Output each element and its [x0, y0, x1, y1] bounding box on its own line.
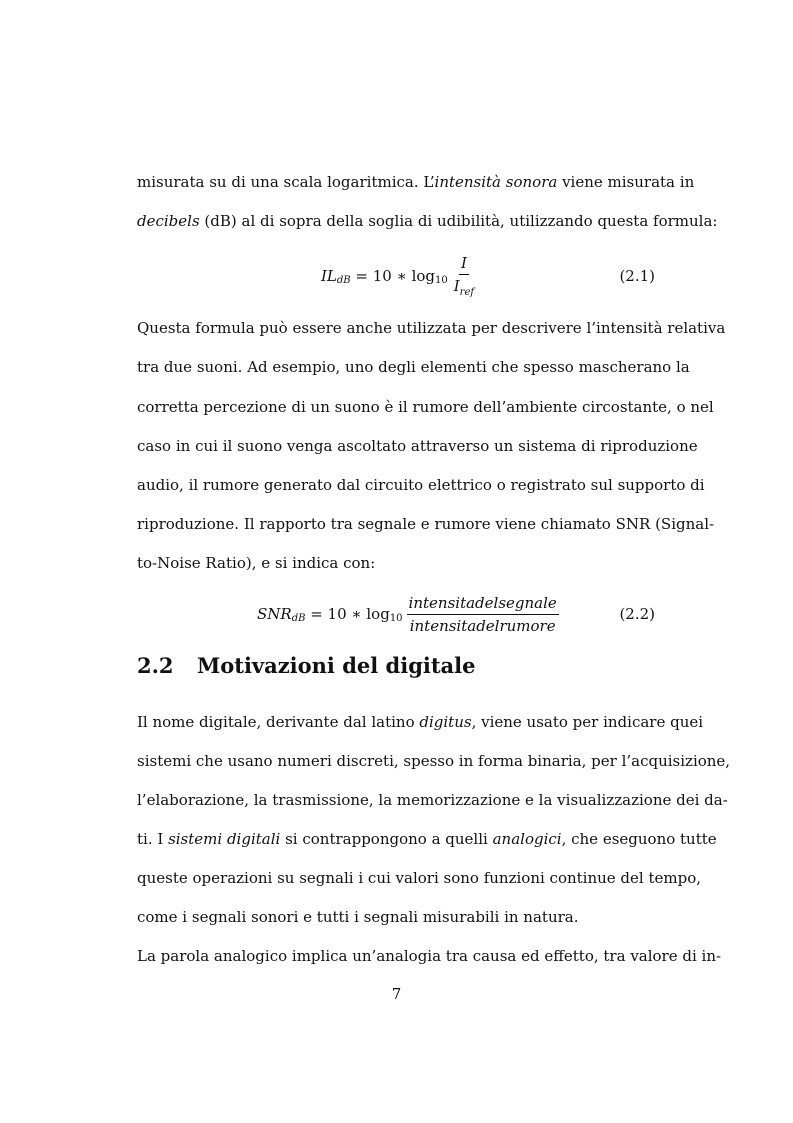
equation-lhs: SNR	[257, 605, 292, 623]
page-number: 7	[391, 985, 402, 1003]
equation-number: (2.2)	[619, 605, 655, 623]
equation-lhs-subscript: dB	[336, 274, 351, 286]
emphasis-term: sistemi digitali	[168, 830, 281, 848]
emphasis-term: intensità sonora	[434, 173, 558, 191]
text-run: , viene usato per indicare quei	[471, 713, 704, 731]
equation-2-1	[137, 251, 655, 301]
text-run: viene misurata in	[557, 173, 695, 191]
equation-operator: = 10 ∗ log	[305, 605, 390, 623]
fraction-denominator: intensitadelrumore	[409, 616, 556, 635]
equation-fraction	[452, 254, 476, 298]
body-text-line: sistemi che usano numeri discreti, spesso in forma binaria, per l’acquisizione,	[137, 752, 731, 770]
equation-operator: = 10 ∗ log	[350, 267, 435, 285]
text-run: misurata su di una scala logaritmica. L’	[137, 173, 435, 191]
equation-lhs-subscript: dB	[291, 612, 306, 624]
log-base: 10	[389, 612, 403, 624]
body-text-line	[137, 211, 718, 231]
section-title: Motivazioni del digitale	[197, 653, 476, 678]
text-run: Il nome digitale, derivante dal latino	[137, 713, 420, 731]
fraction-numerator: intensitadelsegnale	[407, 594, 559, 615]
equation-body	[321, 251, 476, 301]
body-text-line: Questa formula può essere anche utilizzata per descrivere l’intensità relativa	[137, 319, 726, 337]
equation-body	[257, 589, 559, 639]
body-text-line: caso in cui il suono venga ascoltato attraverso un sistema di riproduzione	[137, 437, 698, 455]
fraction-denominator	[452, 275, 476, 298]
body-text-line: audio, il rumore generato dal circuito elettrico o registrato sul supporto di	[137, 476, 705, 494]
equation-2-2	[137, 589, 655, 639]
equation-number: (2.1)	[619, 267, 655, 285]
text-run: si contrappongono a quelli	[280, 830, 493, 848]
body-text-line: come i segnali sonori e tutti i segnali misurabili in natura.	[137, 908, 579, 926]
denominator-subscript: ref	[459, 287, 475, 298]
body-text-line: tra due suoni. Ad esempio, uno degli elementi che spesso mascherano la	[137, 358, 690, 376]
equation-lhs: IL	[321, 267, 337, 285]
body-text-line	[137, 712, 704, 732]
body-text-line: l’elaborazione, la trasmissione, la memorizzazione e la visualizzazione dei da-	[137, 791, 728, 809]
body-text-line: corretta percezione di un suono è il rumore dell’ambiente circostante, o nel	[137, 398, 714, 416]
body-text-line: La parola analogico implica un’analogia tra causa ed effetto, tra valore di in-	[137, 947, 722, 965]
text-run: (dB) al di sopra della soglia di udibilità, utilizzando questa formula:	[199, 212, 718, 230]
body-text-line	[137, 172, 695, 192]
body-text-line: to-Noise Ratio), e si indica con:	[137, 554, 376, 572]
body-text-line: riproduzione. Il rapporto tra segnale e rumore viene chiamato SNR (Signal-	[137, 515, 715, 533]
emphasis-term: analogici	[492, 830, 562, 848]
equation-fraction	[407, 594, 559, 635]
section-number: 2.2	[137, 653, 174, 678]
text-run: ti. I	[137, 830, 169, 848]
emphasis-term: decibels	[137, 212, 200, 230]
fraction-numerator: I	[459, 254, 469, 275]
log-base: 10	[435, 274, 448, 286]
body-text-line	[137, 829, 717, 849]
section-heading	[137, 652, 476, 680]
denominator-symbol: I	[453, 277, 460, 295]
emphasis-term: digitus	[419, 713, 472, 731]
body-text-line: queste operazioni su segnali i cui valori sono funzioni continue del tempo,	[137, 869, 702, 887]
text-run: , che eseguono tutte	[561, 830, 717, 848]
